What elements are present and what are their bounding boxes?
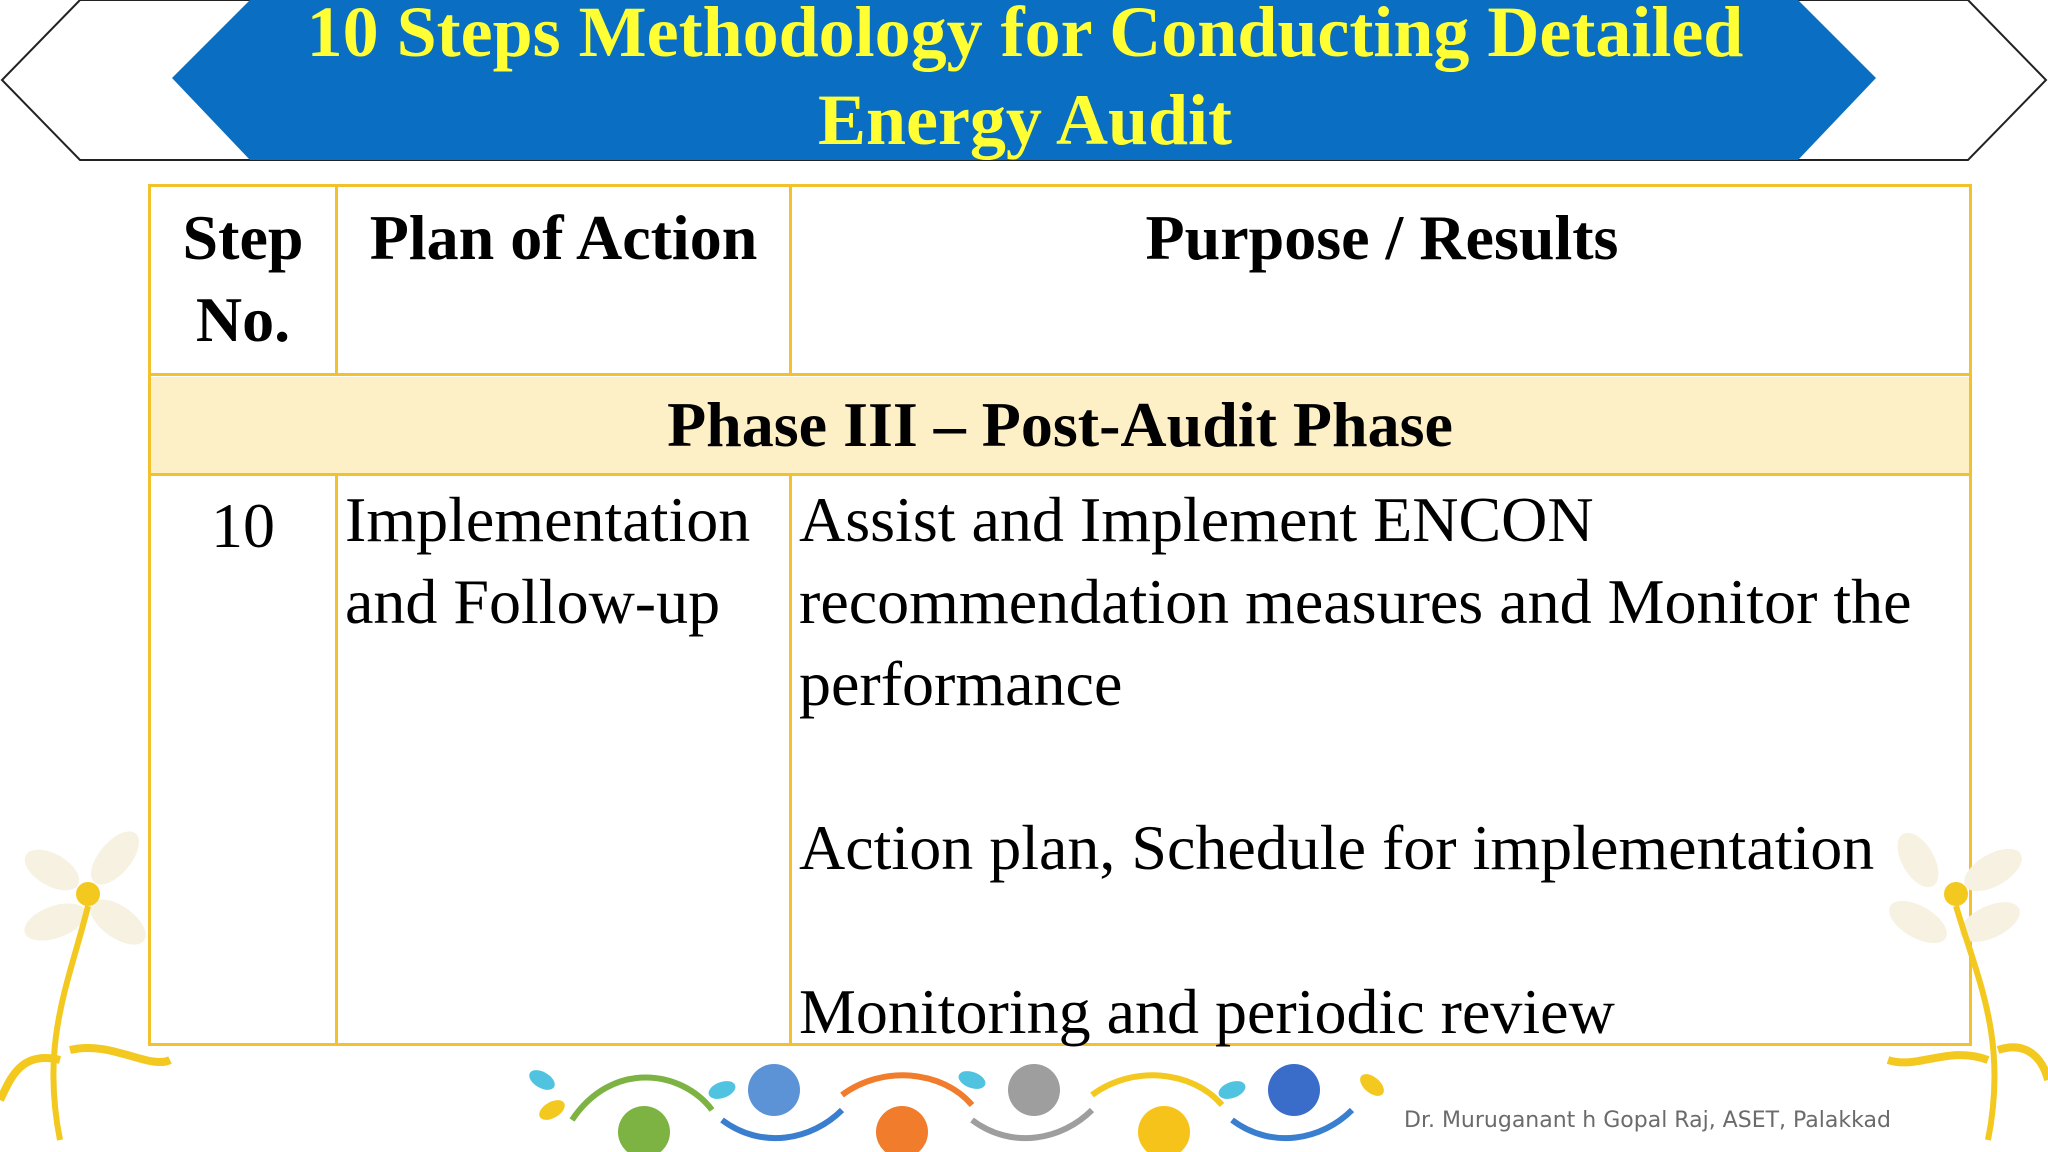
purpose-item: Monitoring and periodic review [799,976,1615,1047]
flower-decoration-left [0,810,190,1152]
header-purpose-results: Purpose / Results [1145,202,1619,273]
footer-author: Dr. Muruganant h Gopal Raj, ASET, Palakkad [1404,1108,1891,1133]
row-purpose-results [799,479,1967,1053]
title-line-2: Energy Audit [817,80,1233,160]
header-divider [151,373,1969,376]
purpose-item: Assist and Implement ENCON recommendation measures and Monitor the performance [799,484,1912,719]
decorative-vine [512,1060,1412,1152]
header-plan-of-action: Plan of Action [369,202,758,273]
row-plan-of-action: Implementation and Follow-up [345,484,751,637]
column-divider-2-bottom [789,475,792,1043]
column-divider-1-bottom [335,475,338,1043]
flower-decoration-right [1858,810,2048,1152]
slide-title [175,0,1875,160]
phase-row: Phase III – Post-Audit Phase [151,377,1969,473]
row-step-number: 10 [211,490,275,561]
phase-divider [151,473,1969,476]
methodology-table [148,184,1972,1046]
title-line-1: 10 Steps Methodology for Conducting Detailed [306,0,1744,72]
header-step-no: Step No. [182,202,304,355]
purpose-item: Action plan, Schedule for implementation [799,812,1875,883]
